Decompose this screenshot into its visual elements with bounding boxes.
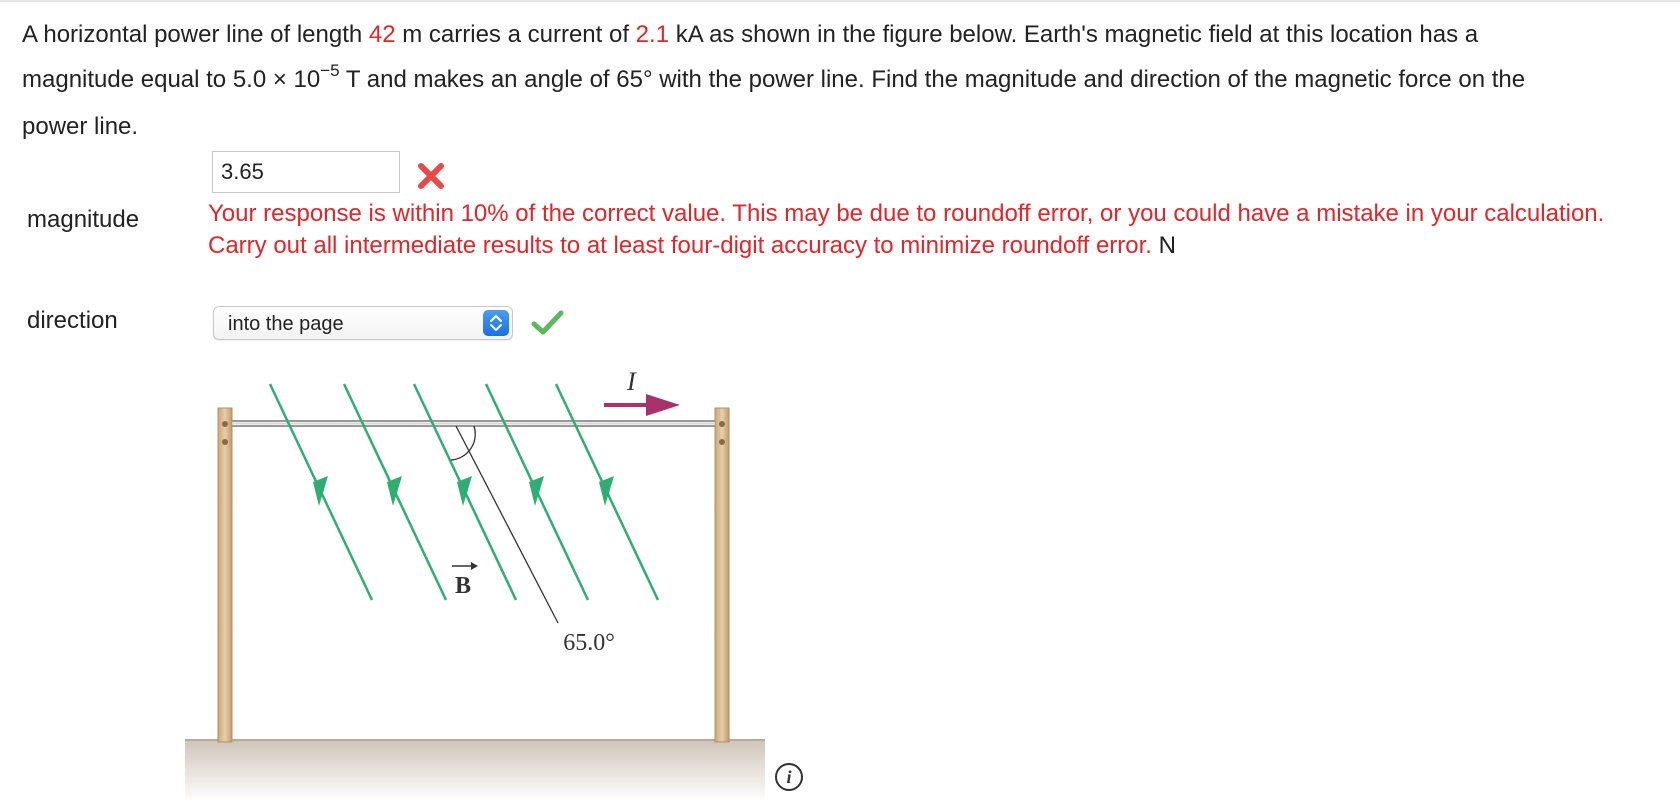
magnitude-input[interactable] <box>212 151 400 193</box>
ground <box>185 740 765 802</box>
feedback-text: Your response is within 10% of the correct value. This may be due to roundoff error, or you could have a mistake in your calculation. Carry out all intermediate results to at least four-digit accuracy to minimize roundoff error. <box>208 200 1605 259</box>
problem-statement <box>22 12 1582 149</box>
correct-check-icon <box>530 308 564 338</box>
right-pole <box>715 408 729 742</box>
exponent: −5 <box>320 61 340 80</box>
current-value: 2.1 <box>635 21 670 48</box>
direction-label: direction <box>27 307 118 334</box>
angle-reference-line <box>456 426 558 623</box>
problem-text: m carries a current of <box>395 21 636 48</box>
problem-text: T and makes an angle of 65° with the power line. Find the magnitude and direction of the magnetic force on the power line. <box>22 66 1526 140</box>
select-arrows-icon[interactable] <box>483 310 509 336</box>
left-pole <box>218 408 232 742</box>
incorrect-x-icon <box>416 161 446 191</box>
problem-text: kA as shown in the figure below. Earth's magnetic field at this location has a magnitude equal to 5.0 × 10 <box>22 21 1479 93</box>
field-label: B <box>454 573 472 599</box>
magnitude-label: magnitude <box>27 206 140 233</box>
power-line-figure <box>180 360 780 802</box>
direction-select[interactable] <box>213 306 513 340</box>
feedback-message <box>208 198 1628 262</box>
direction-selected-value: into the page <box>228 313 344 335</box>
current-label: I <box>627 367 636 396</box>
top-divider <box>0 0 1680 2</box>
length-value: 42 <box>368 21 396 48</box>
info-icon[interactable]: i <box>775 763 803 791</box>
field-arrowheads <box>313 476 614 506</box>
angle-label: 65.0° <box>563 630 615 656</box>
problem-text: A horizontal power line of length <box>22 21 369 48</box>
unit-label: N <box>1158 232 1176 259</box>
current-arrowhead <box>646 394 680 416</box>
